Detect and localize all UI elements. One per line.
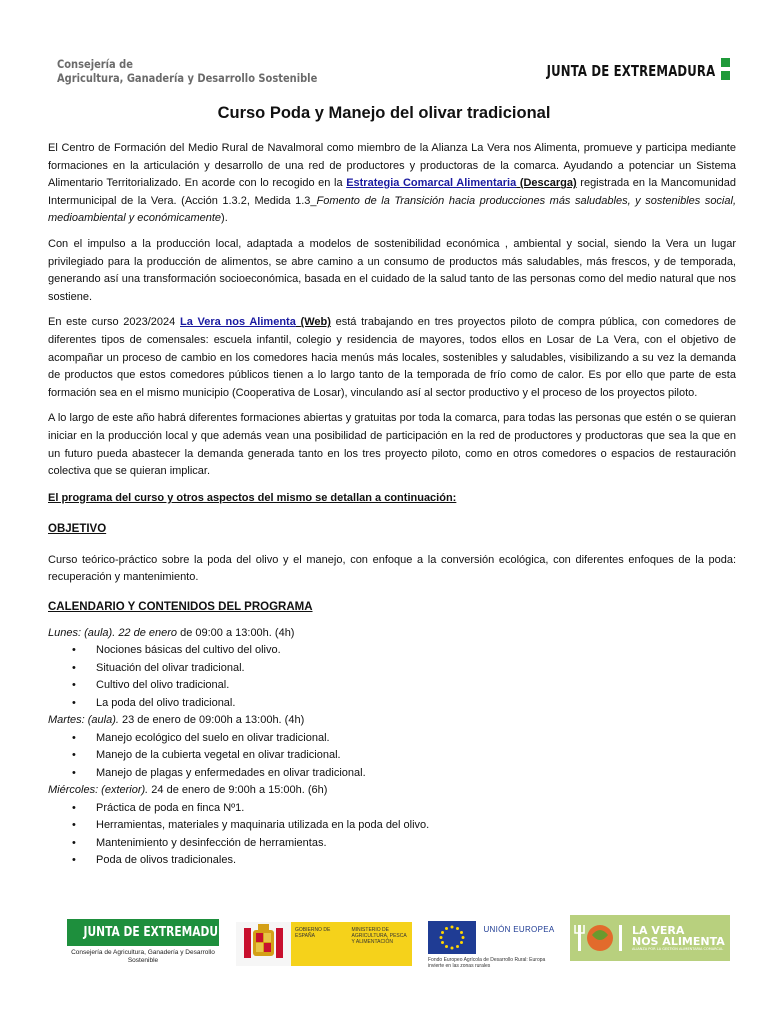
sponsor-footer: [0, 914, 768, 974]
ue-text: UNIÓN EUROPEA: [483, 925, 555, 934]
list-item: • Manejo de la cubierta vegetal en olivar tradicional.: [48, 747, 736, 765]
junta-logo: [499, 58, 730, 80]
junta-footer-text: JUNTA DE EXTREMADURA: [83, 925, 235, 940]
lunes-list: [48, 642, 736, 712]
la-vera-logo: [570, 915, 730, 961]
objetivo-heading: OBJETIVO: [48, 523, 107, 536]
course-paragraph: En este curso 2023/2024 La Vera nos Alimenta (Web) está trabajando en tres proyectos piloto de compra pública, con comedores de diferentes tipos de comensales: escuela infantil, colegio y residencia de mayores, todos ellos en Losar de La Vera, con el objetivo de acompañar un proceso de cambio en los comedores hacia menús más locales, sostenibles y saludables, visibilizando a su vez la demanda de productos que estos comedores públicos tienen a lo largo tanto de la temporada de frío como de calor. Es por ello que parte de esta formación sea en el mismo municipio (Cooperativa de Losar), vinculando así al sector productivo y el proceso de los proyectos piloto.: [48, 316, 736, 399]
list-item: • Poda de olivos tradicionales.: [48, 852, 736, 870]
formations-paragraph: A lo largo de este año habrá diferentes formaciones abiertas y gratuitas por toda la comarca, para todas las personas que estén o se quieran iniciar en la producción local y que además vean una posibilidad de participación en la red de productores y productoras que sea la que en un futuro pueda abastecer la demanda generada tanto en los tres proyecto piloto, como en otros comedores o espacios de restauración colectiva que se quieran implicar.: [48, 412, 736, 478]
flag-icon: [721, 58, 730, 80]
calendario-heading: CALENDARIO Y CONTENIDOS DEL PROGRAMA: [48, 601, 313, 614]
eu-flag-icon: [428, 921, 476, 954]
martes-list: [48, 730, 736, 783]
dept-line-1: Consejería de: [57, 57, 133, 71]
list-item: • Mantenimiento y desinfección de herramientas.: [48, 835, 736, 853]
page-title: Curso Poda y Manejo del olivar tradicional: [217, 104, 551, 122]
list-item: • Manejo de plagas y enfermedades en olivar tradicional.: [48, 765, 736, 783]
spain-shield-icon: [236, 922, 291, 966]
intro-paragraph: El Centro de Formación del Medio Rural de Navalmoral como miembro de la Alianza La Vera nos Alimenta, promueve y participa mediante formaciones en la articulación y desarrollo de una red de productores y productoras de la comarca. Ayudando a potenciar un Sistema Alimentario Territorializado. En acorde con lo recogido en la Estrategia Comarcal Alimentaria (Descarga) registrada en la Mancomunidad Intermunicipal de la Vera. (Acción 1.3.2, Medida 1.3_Fomento de la Transición hacia producciones más saludables, y sostenibles social, medioambiental y económicamente).: [48, 142, 737, 225]
list-item: • La poda del olivo tradicional.: [48, 695, 736, 713]
miercoles-list: [48, 800, 736, 870]
list-item: • Herramientas, materiales y maquinaria utilizada en la poda del olivo.: [48, 817, 736, 835]
department-header: [57, 57, 317, 85]
dept-line-2: Agricultura, Ganadería y Desarrollo Sostenible: [57, 71, 318, 85]
web-link[interactable]: (Web): [295, 316, 331, 329]
la-vera-link[interactable]: La Vera nos Alimenta: [180, 316, 296, 329]
nos-alimenta-text: NOS ALIMENTA: [632, 934, 725, 948]
day-miercoles: Miércoles: (exterior). 24 de enero de 9:00h a 15:00h. (6h): [48, 784, 328, 797]
ministerio-text: MINISTERIO DE AGRICULTURA, PESCA Y ALIMENTACIÓN: [351, 927, 407, 945]
day-lunes: Lunes: (aula). 22 de enero de 09:00 a 13:00h. (4h): [48, 626, 295, 639]
list-item: • Manejo ecológico del suelo en olivar tradicional.: [48, 730, 736, 748]
list-item: • Práctica de poda en finca Nº1.: [48, 800, 736, 818]
day-martes: Martes: (aula). 23 de enero de 09:00h a 13:00h. (4h): [48, 714, 305, 727]
ue-sub-text: Fondo Europeo Agrícola de Desarrollo Rural: Europa invierte en las zonas rurales: [428, 957, 546, 969]
junta-logo-text: JUNTA DE EXTREMADURA: [546, 62, 715, 80]
descarga-link[interactable]: (Descarga): [516, 177, 577, 190]
ue-logo: [428, 921, 562, 969]
list-item: • Nociones básicas del cultivo del olivo.: [48, 642, 736, 660]
impulse-paragraph: Con el impulso a la producción local, adaptada a modelos de sostenibilidad económica , ambiental y social, siendo la Vera un lugar privilegiado para la producción de alimentos, se abre camino a un consumo de productos más saludables, más frescos, y de temporada, generando así una transformación socioeconómica, basada en el cuidado de la salud tanto de las personas como del medio natural que nos sostiene.: [48, 237, 736, 303]
junta-footer-sub: Consejería de Agricultura, Ganadería y Desarrollo Sostenible: [71, 949, 215, 964]
estrategia-link[interactable]: Estrategia Comarcal Alimentaria: [346, 177, 517, 190]
food-icons: [570, 915, 632, 961]
objetivo-text: Curso teórico-práctico sobre la poda del olivo y el manejo, con enfoque a la conversión ecológica, con diferentes enfoques de la poda: recuperación y mantenimiento.: [48, 553, 736, 584]
list-item: • Situación del olivar tradicional.: [48, 660, 736, 678]
la-vera-text: LA VERA: [632, 923, 685, 937]
junta-footer-logo: [67, 919, 235, 965]
list-item: • Cultivo del olivo tradicional.: [48, 677, 736, 695]
gobierno-logo: [236, 922, 412, 966]
document-body: [48, 140, 736, 870]
la-vera-sub: ALIANZA POR LA GESTIÓN ALIMENTARIA COMARCAL: [632, 946, 724, 951]
gobierno-text: GOBIERNO DE ESPAÑA: [295, 927, 331, 939]
program-intro: El programa del curso y otros aspectos del mismo se detallan a continuación:: [48, 491, 457, 504]
